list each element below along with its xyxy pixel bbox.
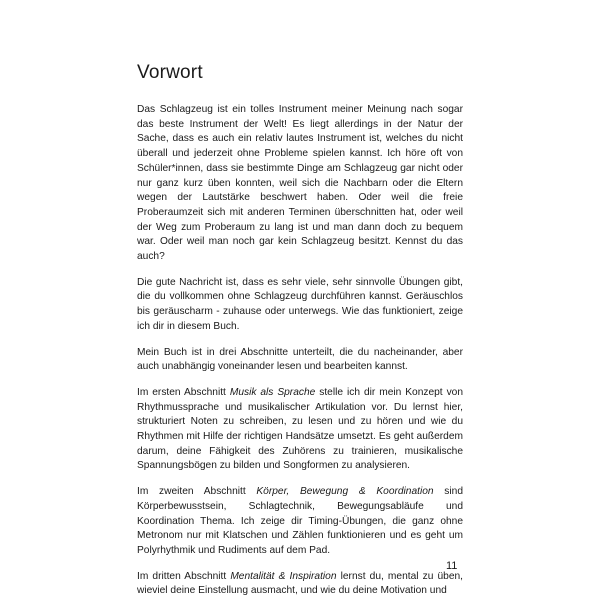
- text-segment: Mein Buch ist in drei Abschnitte unterteilt, die du nacheinander, aber auch unabhängig voneinander lesen und bearbeiten kannst.: [137, 346, 463, 373]
- section-title-italic: Musik als Sprache: [229, 386, 316, 398]
- text-segment: Im dritten Abschnitt: [137, 570, 231, 582]
- text-segment: Das Schlagzeug ist ein tolles Instrument meiner Meinung nach sogar das beste Instrument der Welt! Es liegt allerdings in der Natur der Sache, dass es auch ein relativ lautes Instrument ist, welches du nicht überall und jederzeit ohne Probleme spielen kannst. Ich höre oft von Schüler*innen, dass sie bestimmte Dinge am Schlagzeug gar nicht oder nur ganz kurz üben konnten, weil sich die Nachbarn oder die Eltern wegen der Lautstärke beschwert haben. Oder weil die freie Proberaumzeit sich mit anderen Terminen überschnitten hat, oder weil der Weg zum Proberaum zu lang ist und man dann doch zu bequem war. Oder weil man noch gar kein Schlagzeug besitzt. Kennst du das auch?: [137, 104, 463, 263]
- text-segment: sind Körperbewusstsein, Schlagtechnik, Bewegungsabläufe und Koordination Thema. Ich zeige dir Timing-Übungen, die ganz ohne Metronom nur mit Klatschen und Zählen funktionieren und es geht um Polyrhythmik und Rudiments auf dem Pad.: [137, 486, 463, 556]
- text-segment: Im ersten Abschnitt: [137, 386, 230, 398]
- text-segment: lernst du, mental zu üben, wieviel deine Einstellung ausmacht, und wie du deine Motivation und: [137, 570, 463, 597]
- page-title: Vorwort: [137, 62, 203, 83]
- paragraph: [137, 570, 463, 599]
- text-segment: stelle ich dir mein Konzept von Rhythmussprache und musikalischer Artikulation vor. Du lernst hier, strukturiert Noten zu schreiben, zu lesen und zu hören und wie du Rhythmen mit Hilfe der richtigen Handsätze umsetzt. Es geht außerdem darum, deine Fähigkeit des Zuhörens zu trainieren, musikalische Spannungsbögen zu bilden und Songformen zu analysieren.: [137, 386, 464, 472]
- paragraph: [137, 276, 463, 335]
- body-text: [137, 103, 463, 599]
- text-segment: Die gute Nachricht ist, dass es sehr viele, sehr sinnvolle Übungen gibt, die du vollkommen ohne Schlagzeug durchführen kannst. Geräuschlos bis geräuscharm - zuhause oder unterwegs. Wie das funktioniert, zeige ich dir in diesem Buch.: [137, 276, 463, 332]
- text-segment: Im zweiten Abschnitt: [137, 486, 257, 498]
- section-title-italic: Körper, Bewegung & Koordination: [256, 486, 434, 498]
- paragraph: [137, 103, 463, 265]
- section-title-italic: Mentalität & Inspiration: [230, 570, 337, 582]
- page-number: 11: [446, 560, 458, 572]
- paragraph: [137, 346, 463, 375]
- paragraph: [137, 386, 463, 474]
- paragraph: [137, 485, 463, 559]
